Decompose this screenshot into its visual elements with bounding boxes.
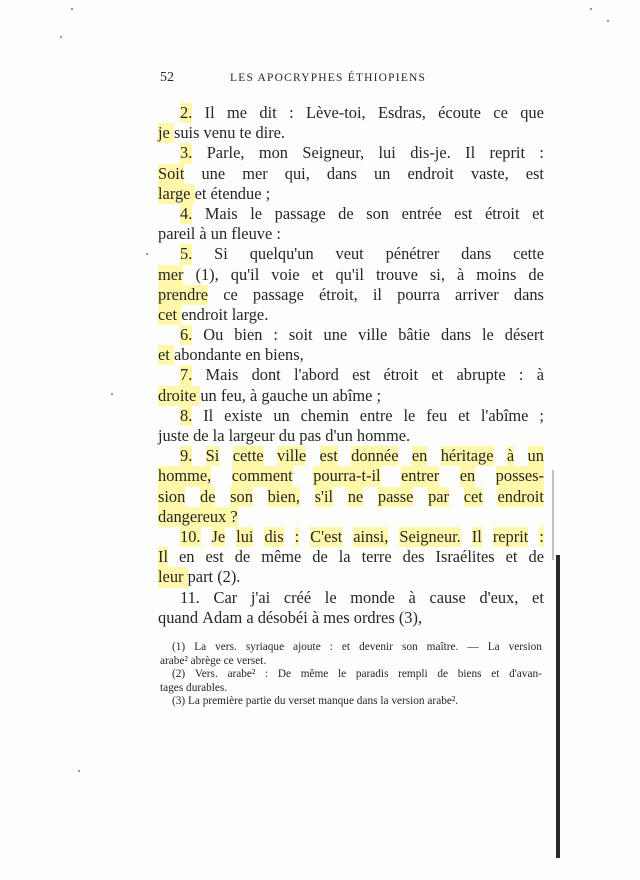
footnote-line: tages durables. <box>160 681 228 694</box>
body-line: mer (1), qu'il voie et qu'il trouve si, à moins de <box>158 264 544 284</box>
body-text <box>158 103 544 628</box>
body-line: 4. Mais le passage de son entrée est étroit et <box>180 203 544 223</box>
scan-speck <box>111 393 113 395</box>
footnote-line: (2) Vers. arabe² : De même le paradis rempli de biens et d'avan- <box>172 668 542 681</box>
body-line: juste de la largeur du pas d'un homme. <box>158 426 411 445</box>
body-line: 6. Ou bien : soit une ville bâtie dans le désert <box>180 325 544 345</box>
body-line: 2. Il me dit : Lève-toi, Esdras, écoute ce que <box>180 103 544 122</box>
footnote-line: (3) La première partie du verset manque dans la version arabe². <box>172 695 459 708</box>
scan-speck <box>607 20 609 22</box>
body-line: 5. Si quelqu'un veut pénétrer dans cette <box>180 244 544 264</box>
running-title: LES APOCRYPHES ÉTHIOPIENS <box>230 72 427 84</box>
body-line: prendre ce passage étroit, il pourra arriver dans <box>158 284 544 304</box>
body-line: dangereux ? <box>158 506 238 526</box>
scan-edge-shadow-faint <box>552 470 554 560</box>
scan-edge-shadow <box>556 555 560 858</box>
body-line: large et étendue ; <box>158 183 271 203</box>
body-line: sion de son bien, s'il ne passe par cet endroit <box>158 486 544 506</box>
body-line: quand Adam a désobéi à mes ordres (3), <box>158 607 423 627</box>
footnote-line: arabe² abrège ce verset. <box>160 654 267 667</box>
body-line: 7. Mais dont l'abord est étroit et abrupte : à <box>180 365 544 385</box>
scan-speck <box>146 253 148 255</box>
body-line: 3. Parle, mon Seigneur, lui dis-je. Il reprit : <box>180 143 544 163</box>
scan-speck <box>78 770 80 772</box>
body-line: Soit une mer qui, dans un endroit vaste, est <box>158 163 544 183</box>
body-line: cet endroit large. <box>158 304 269 324</box>
body-line: droite un feu, à gauche un abîme ; <box>158 385 382 405</box>
scan-speck <box>60 36 62 38</box>
body-line: leur part (2). <box>158 567 241 587</box>
body-line: 8. Il existe un chemin entre le feu et l'abîme ; <box>180 405 544 425</box>
page-number: 52 <box>160 70 174 85</box>
body-line: 10. Je lui dis : C'est ainsi, Seigneur. Il reprit : <box>180 526 544 546</box>
footnotes <box>160 641 542 709</box>
body-line: pareil à un fleuve : <box>158 224 281 244</box>
body-line: et abondante en biens, <box>158 345 304 365</box>
body-line: 9. Si cette ville est donnée en héritage à un <box>180 446 544 466</box>
body-line: 11. Car j'ai créé le monde à cause d'eux, et <box>180 587 544 607</box>
page-header <box>160 70 545 90</box>
scan-speck <box>71 8 73 10</box>
body-line: je suis venu te dire. <box>158 123 286 143</box>
scan-speck <box>590 8 592 10</box>
body-line: Il en est de même de la terre des Israélites et de <box>158 547 544 567</box>
footnote-line: (1) La vers. syriaque ajoute : et devenir son maître. — La version <box>172 641 542 653</box>
body-line: homme, comment pourra-t-il entrer en posses- <box>158 466 544 486</box>
